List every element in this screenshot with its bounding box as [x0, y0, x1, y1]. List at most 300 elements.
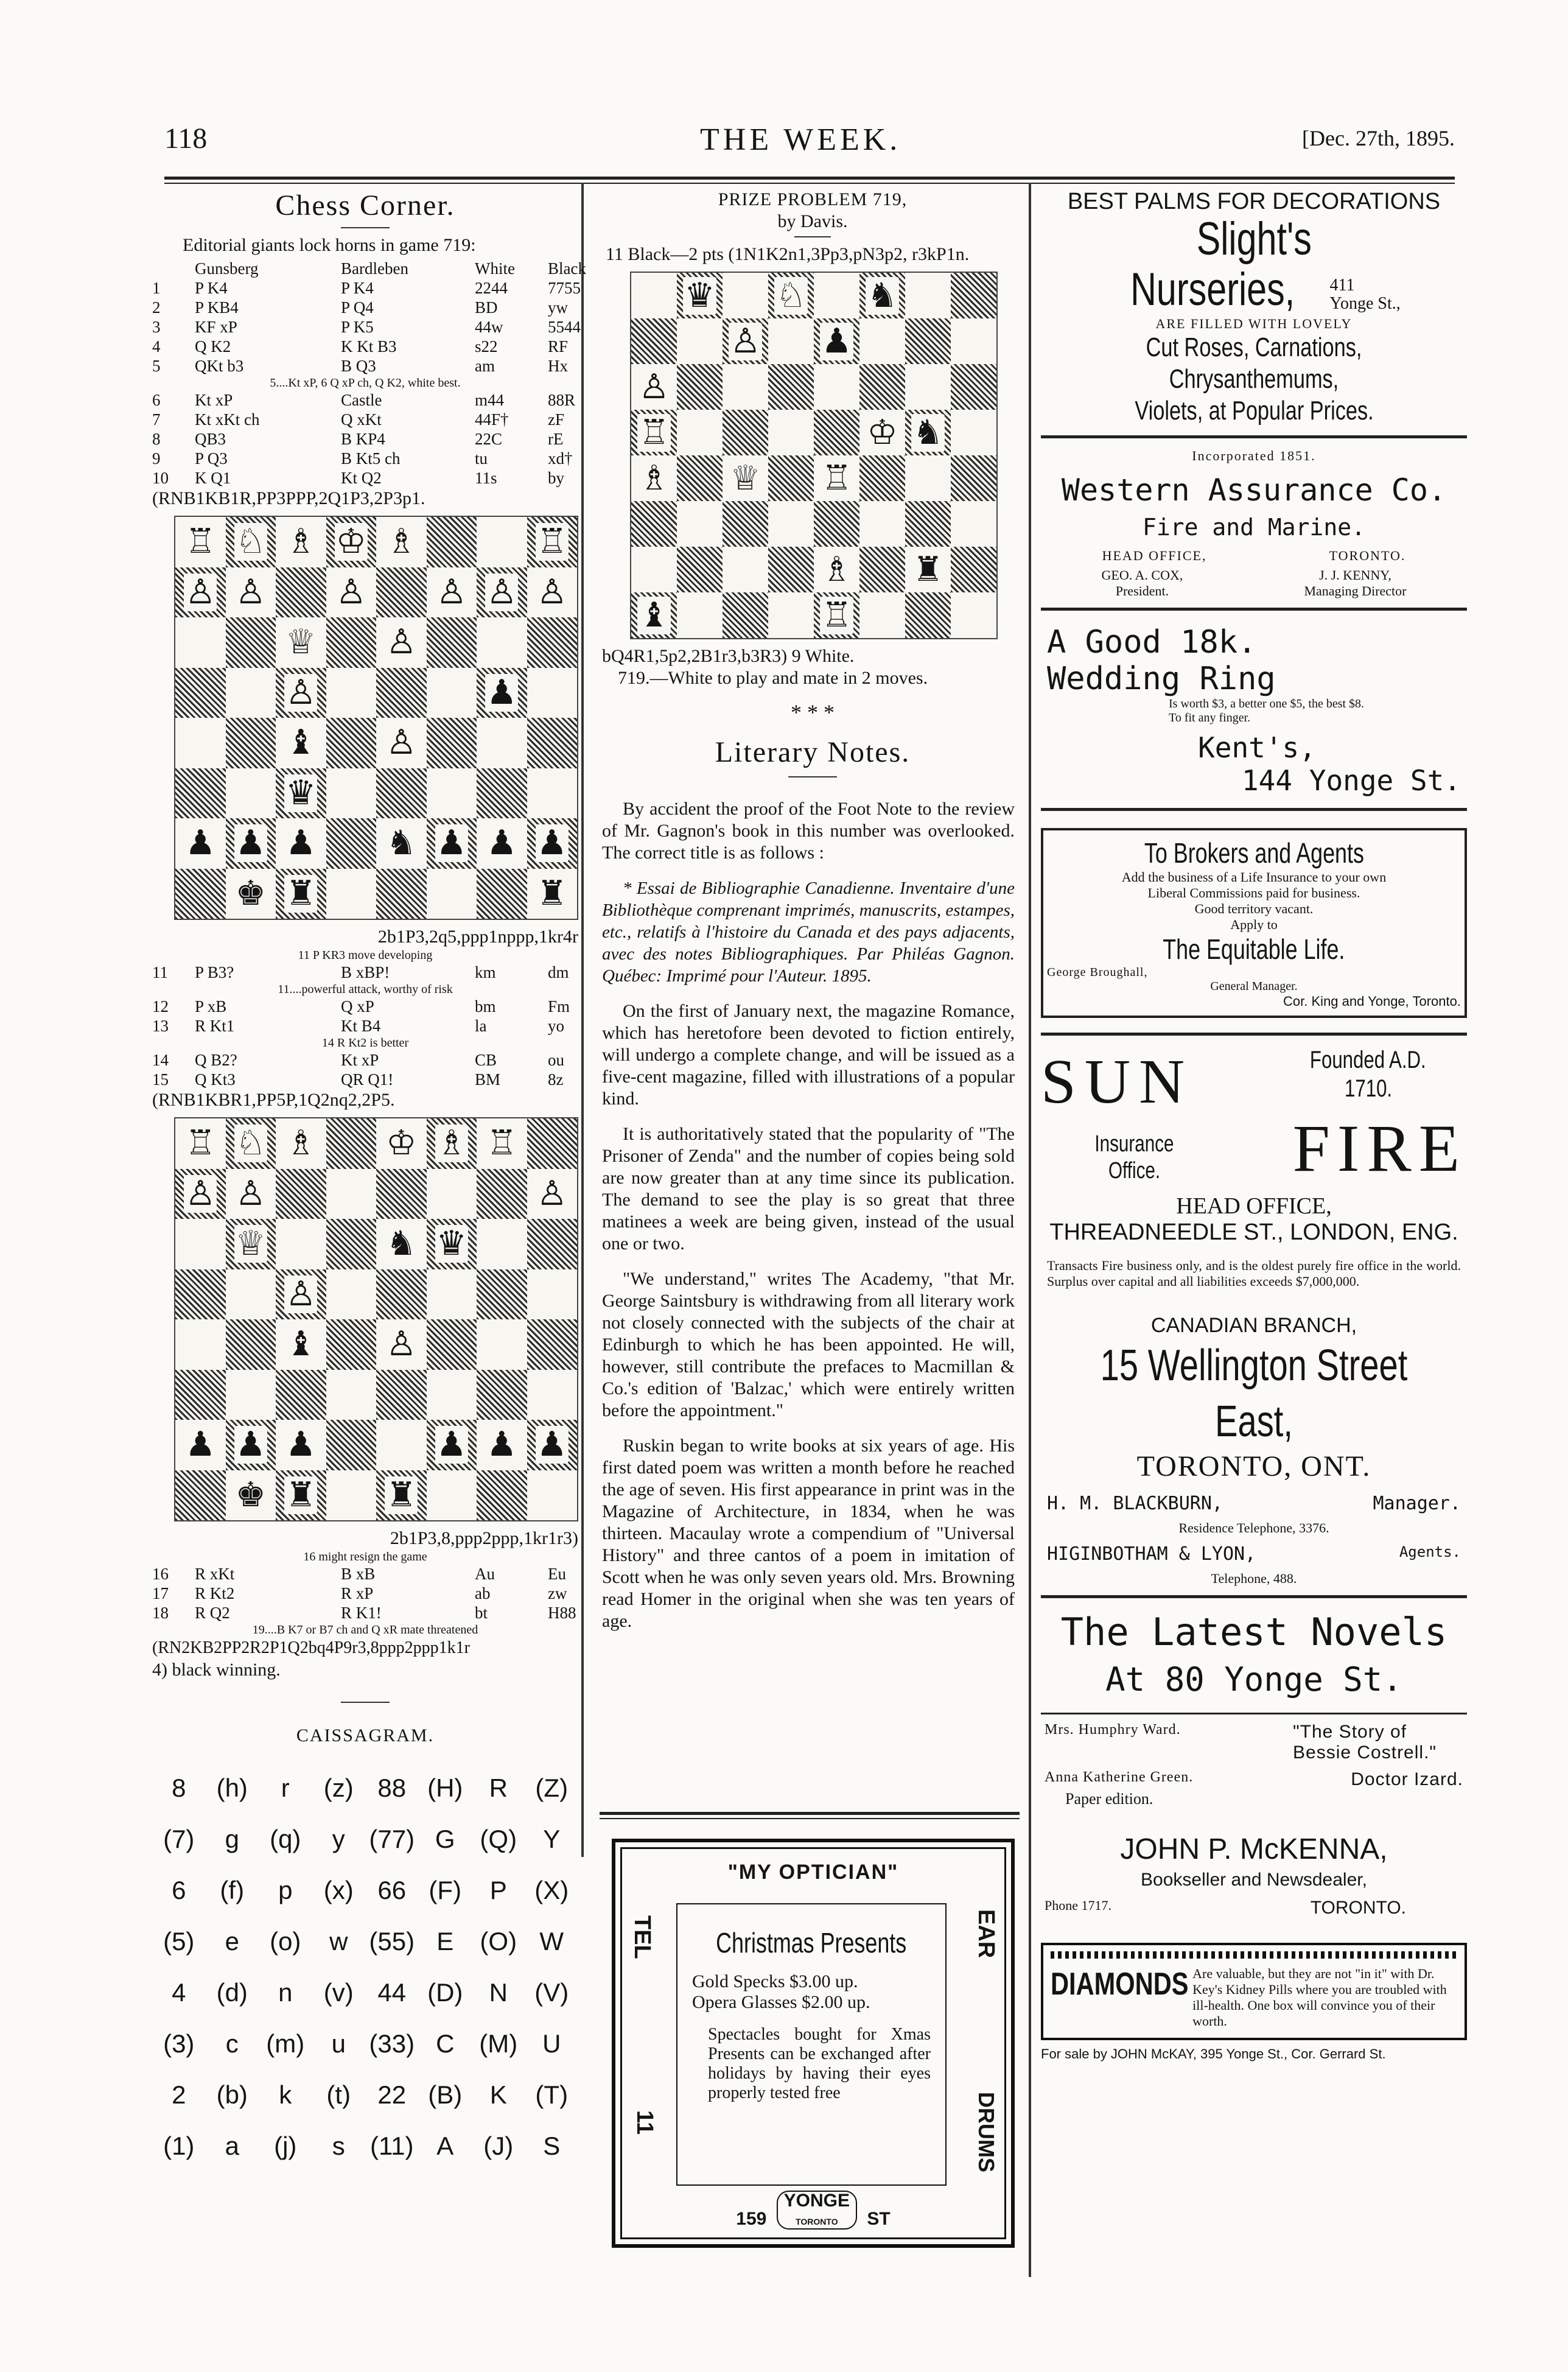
board-square: [814, 547, 859, 592]
board-square: [427, 1269, 477, 1320]
novels-phone: Phone 1717.: [1045, 1898, 1111, 1913]
middle-rule-thin: [600, 1818, 1020, 1819]
brokers-l7: George Broughall,: [1047, 966, 1148, 979]
black-move: K Kt B3: [341, 337, 397, 356]
board-square: [814, 273, 859, 318]
palms-nurseries: [1041, 264, 1467, 316]
sun-top: [1041, 1045, 1467, 1185]
board-square: [175, 1269, 226, 1320]
literary-para: By accident the proof of the Foot Note to the review of Mr. Gagnon's book in this number was overlooked. The correct title is as follows :: [602, 799, 1015, 863]
black-move: P Q4: [341, 298, 374, 317]
move-note: 11....powerful attack, worthy of risk: [278, 983, 453, 996]
addr-street: YONGE: [783, 2191, 850, 2211]
moves-block-3b: [152, 997, 578, 1036]
moves-block-2: [152, 390, 578, 488]
problem-board: [630, 272, 998, 639]
white-bishop-icon: ♗: [386, 522, 417, 562]
move-note: 14 R Kt2 is better: [321, 1036, 409, 1050]
white-rook-icon: ♖: [185, 1123, 216, 1163]
black-code: 88R: [548, 391, 576, 409]
black-move: R xP: [341, 1584, 374, 1602]
black-king-icon: ♚: [235, 1475, 266, 1515]
board-square: [226, 818, 276, 869]
black-code: H88: [548, 1604, 576, 1622]
board-square: [814, 364, 859, 410]
caissagram-cell: 44: [377, 1978, 407, 2007]
black-move: Q xP: [341, 997, 374, 1016]
black-pawn-icon: ♟: [536, 1425, 567, 1465]
player-white: Gunsberg: [195, 259, 259, 278]
white-code: CB: [475, 1051, 497, 1069]
sun-tel: Telephone, 488.: [1211, 1571, 1297, 1586]
caissagram-row: [152, 1865, 578, 1916]
move-row: [152, 1070, 578, 1089]
white-move: P KB4: [195, 298, 239, 317]
short-rule: [788, 776, 837, 777]
white-code: 22C: [475, 430, 503, 448]
chess-heading: Chess Corner.: [275, 189, 455, 222]
board-square: [326, 1269, 377, 1320]
literary-citation: * Essai de Bibliographie Canadienne. Inventaire d'une Bibliothèque comprenant imprimés, manuscrits, estampes, etc., relatifs à l'histoire du Canada et des pays adjacents, avec des notes Bibliographiques. Par Philéas Gagnon. Québec: Imprimé pour l'Auteur. 1895.: [602, 879, 1015, 986]
diamonds-sale: For sale by JOHN McKAY, 395 Yonge St., Cor. Gerrard St.: [1041, 2046, 1386, 2061]
white-move: P K4: [195, 279, 228, 297]
board-square: [226, 1319, 276, 1370]
novels-city: TORONTO.: [1310, 1898, 1406, 1918]
caissagram-cell: (7): [163, 1825, 195, 1853]
board-square: [631, 455, 677, 501]
ring-ad: [1041, 611, 1467, 811]
board-square: [376, 1118, 427, 1169]
black-bishop-icon: ♝: [639, 595, 670, 635]
black-code: Hx: [548, 357, 568, 375]
board-square: [226, 617, 276, 668]
black-pawn-icon: ♟: [285, 823, 317, 863]
white-bishop-icon: ♗: [285, 522, 317, 562]
caissagram-cell: e: [225, 1927, 239, 1956]
board-square: [326, 517, 377, 567]
move-number: 12: [152, 997, 169, 1016]
ear-label: EAR: [973, 1909, 999, 1959]
caissagram-cell: S: [543, 2132, 561, 2160]
move-number: 11: [152, 963, 168, 981]
caissagram-cell: (5): [163, 1927, 195, 1956]
board-square: [527, 617, 578, 668]
caissagram-cell: (33): [369, 2029, 415, 2058]
black-knight-icon: ♞: [386, 823, 417, 863]
board-square: [527, 1219, 578, 1269]
board-square: [768, 455, 814, 501]
officer-title: President.: [1115, 583, 1169, 598]
white-move: Kt xP: [195, 391, 233, 409]
black-move: B Kt5 ch: [341, 449, 401, 468]
fen-line: 2b1P3,2q5,ppp1nppp,1kr4r: [377, 927, 578, 947]
move-row: [152, 963, 578, 982]
board-square: [631, 273, 677, 318]
board-square: [427, 818, 477, 869]
board-square: [376, 718, 427, 768]
board-square: [276, 1319, 326, 1370]
sun-res: Residence Telephone, 3376.: [1178, 1520, 1329, 1535]
caissagram-cell: (d): [216, 1978, 248, 2007]
black-move: B Q3: [341, 357, 376, 375]
white-move: P B3?: [195, 963, 234, 981]
sun-year: 1710.: [1344, 1075, 1392, 1102]
palms-street: Yonge St.,: [1329, 293, 1401, 313]
literary-para: "We understand," writes The Academy, "that Mr. George Saintsbury is withdrawing from all literary work not closely connected with the subjects of the chair at Edinburgh to which he has been appointed. He will, however, still contribute the prefaces to Macmillan & Co.'s edition of 'Balzac,' which were entirely written before the appointment.": [602, 1269, 1015, 1420]
board-square: [723, 592, 768, 638]
black-code: Eu: [548, 1565, 566, 1583]
black-move: Q xKt: [341, 410, 382, 429]
issue-date: [Dec. 27th, 1895.: [1302, 126, 1455, 150]
black-code: rE: [548, 430, 564, 448]
board-square: [376, 1219, 427, 1269]
board-square: [427, 517, 477, 567]
officer-name: J. J. KENNY,: [1319, 567, 1391, 583]
white-rook-icon: ♖: [536, 522, 567, 562]
board-square: [175, 567, 226, 618]
black-rook-icon: ♜: [285, 1475, 317, 1515]
caissagram-cell: (3): [163, 2029, 195, 2058]
board-square: [477, 1169, 527, 1219]
sun-founded: [1293, 1045, 1443, 1103]
board-square: [768, 410, 814, 455]
board-square: [175, 1420, 226, 1470]
white-queen-icon: ♕: [285, 622, 317, 662]
caissagram-cell: c: [225, 2029, 239, 2058]
caissagram-cell: (z): [323, 1774, 354, 1802]
short-rule: [341, 1702, 390, 1703]
move-number: 17: [152, 1584, 169, 1602]
white-rook-icon: ♖: [821, 458, 852, 498]
caissagram-cell: (x): [323, 1876, 354, 1904]
move-row: [152, 429, 578, 449]
sun-branch: CANADIAN BRANCH,: [1150, 1314, 1357, 1337]
move-row: [152, 449, 578, 468]
black-pawn-icon: ♟: [486, 1425, 517, 1465]
caissagram-cell: (D): [427, 1978, 463, 2007]
novels-row: [1041, 1722, 1467, 1763]
caissagram-grid: [152, 1763, 578, 2172]
move-number: 9: [152, 449, 161, 468]
board-square: [376, 517, 427, 567]
section-stars: * * *: [791, 700, 835, 725]
white-pawn-icon: ♙: [235, 572, 266, 612]
board-square: [527, 818, 578, 869]
board-square: [175, 1470, 226, 1521]
board-square: [905, 410, 951, 455]
move-number: 10: [152, 469, 169, 487]
diamonds-text: Are valuable, but they are not "in it" with Dr. Key's Kidney Pills where you are troubled with ill-health. One box will convince you of their worth.: [1192, 1966, 1447, 2029]
officer-title: Managing Director: [1304, 583, 1407, 598]
caissagram-cell: g: [225, 1825, 239, 1853]
board-square: [276, 668, 326, 718]
white-rook-icon: ♖: [185, 522, 216, 562]
board-square: [427, 1319, 477, 1370]
white-move: Q B2?: [195, 1051, 237, 1069]
move-note: 16 might resign the game: [303, 1550, 427, 1563]
sun-agents-title: Agents.: [1399, 1543, 1461, 1560]
short-rule: [341, 227, 390, 228]
caissagram-cell: (H): [427, 1774, 463, 1802]
board-square: [859, 501, 905, 547]
board-square: [631, 592, 677, 638]
white-code: tu: [475, 449, 488, 468]
black-pawn-icon: ♟: [235, 1425, 266, 1465]
masthead-title: THE WEEK.: [700, 122, 901, 157]
black-queen-icon: ♛: [285, 773, 317, 813]
white-code: 44w: [475, 318, 503, 336]
black-bishop-icon: ♝: [285, 723, 317, 763]
move-number: 18: [152, 1604, 169, 1622]
board-square: [905, 547, 951, 592]
white-move: Q Kt3: [195, 1070, 236, 1089]
moves-block-1: [152, 278, 581, 376]
sun-founded-text: Founded A.D.: [1310, 1047, 1427, 1073]
board-square: [768, 501, 814, 547]
novels-row: [1041, 1763, 1467, 1790]
board-square: [477, 567, 527, 618]
caissagram-cell: (11): [369, 2132, 414, 2160]
white-pawn-icon: ♙: [536, 1173, 567, 1213]
white-pawn-icon: ♙: [486, 572, 517, 612]
move-row: [152, 1584, 578, 1603]
board-square: [376, 818, 427, 869]
board-square: [326, 1169, 377, 1219]
white-bishop-icon: ♗: [821, 549, 852, 589]
literary-para: On the first of January next, the magazine Romance, which has heretofore been devoted to fiction entirely, will undergo a complete change, and will be issued as a five-cent magazine, filled with illustrations of a popular kind.: [602, 1001, 1015, 1109]
white-pawn-icon: ♙: [436, 572, 467, 612]
palms-l5-text: Cut Roses, Carnations, Chrysanthemums,: [1146, 332, 1362, 394]
white-code: la: [475, 1017, 487, 1035]
caissagram-cell: E: [436, 1927, 454, 1956]
optician-address: [615, 2191, 1011, 2230]
fen-line: (RN2KB2PP2R2P1Q2bq4P9r3,8ppp2ppp1k1r: [152, 1638, 470, 1657]
white-knight-icon: ♘: [775, 275, 807, 315]
black-code: yo: [548, 1017, 564, 1035]
move-number: 14: [152, 1051, 169, 1069]
board-square: [477, 768, 527, 819]
black-rook-icon: ♜: [386, 1475, 417, 1515]
white-knight-icon: ♘: [235, 1123, 266, 1163]
black-code: dm: [548, 963, 569, 981]
board-square: [768, 547, 814, 592]
board-square: [427, 1169, 477, 1219]
palms-address: [1330, 276, 1401, 313]
caissagram-cell: (h): [216, 1774, 248, 1802]
header-rule-thin: [164, 183, 1455, 184]
addr-sub: TORONTO: [796, 2217, 838, 2226]
board-square: [326, 617, 377, 668]
caissagram-cell: W: [539, 1927, 564, 1956]
caissagram-cell: r: [281, 1774, 290, 1802]
board-square: [768, 364, 814, 410]
board-square: [427, 1370, 477, 1420]
move-col-heads: [152, 256, 586, 278]
white-pawn-icon: ♙: [185, 1173, 216, 1213]
ring-l5: Kent's,: [1198, 731, 1316, 764]
white-pawn-icon: ♙: [386, 723, 417, 763]
black-bishop-icon: ♝: [285, 1324, 317, 1364]
board-square: [814, 410, 859, 455]
black-move: Castle: [341, 391, 382, 409]
moves-block-4: [152, 1564, 578, 1623]
board-square: [226, 517, 276, 567]
western-sub: Fire and Marine.: [1142, 514, 1366, 541]
black-pawn-icon: ♟: [285, 1425, 317, 1465]
board-square: [814, 318, 859, 364]
board-square: [427, 869, 477, 919]
tel-number: 11: [632, 2110, 657, 2135]
novels-rule: [1041, 1713, 1467, 1714]
board-square: [527, 1269, 578, 1320]
board-square: [723, 547, 768, 592]
caissagram-cell: U: [542, 2029, 561, 2058]
board-square: [226, 567, 276, 618]
white-move: Q K2: [195, 337, 231, 356]
diamonds-border: [1051, 1951, 1457, 1959]
optician-body: Spectacles bought for Xmas Presents can be exchanged after holidays by having their eyes properly tested free: [708, 2025, 931, 2102]
black-knight-icon: ♞: [867, 275, 898, 315]
board-square: [527, 567, 578, 618]
board-square: [175, 517, 226, 567]
board-square: [631, 364, 677, 410]
board-square: [326, 1420, 377, 1470]
board-square: [677, 410, 723, 455]
caissagram-cell: (Z): [535, 1774, 569, 1802]
novels-pe: Paper edition.: [1065, 1790, 1153, 1808]
board-square: [276, 1169, 326, 1219]
board-square: [477, 1219, 527, 1269]
caissagram-cell: (o): [270, 1927, 301, 1956]
board-square: [951, 364, 996, 410]
board-square: [326, 718, 377, 768]
black-code: xd†: [548, 449, 573, 468]
board-square: [376, 567, 427, 618]
board-square: [951, 318, 996, 364]
sun-word: SUN: [1041, 1047, 1194, 1117]
sun-manager: [1041, 1493, 1467, 1514]
board-square: [376, 1169, 427, 1219]
brokers-l5: Apply to: [1230, 917, 1278, 932]
white-move: QB3: [195, 430, 226, 448]
move-number: 7: [152, 410, 161, 429]
board-square: [326, 1219, 377, 1269]
board-square: [677, 318, 723, 364]
board-square: [276, 1420, 326, 1470]
caissagram-cell: (q): [270, 1825, 301, 1853]
caissagram-row: [152, 2121, 578, 2172]
board-square: [768, 592, 814, 638]
caissagram-cell: Y: [543, 1825, 561, 1853]
novels-trade: Bookseller and Newsdealer,: [1141, 1870, 1367, 1890]
black-pawn-icon: ♟: [436, 823, 467, 863]
white-code: 11s: [475, 469, 497, 487]
board-square: [427, 1470, 477, 1521]
sun-insurance: [1083, 1131, 1185, 1184]
black-knight-icon: ♞: [912, 412, 943, 452]
white-queen-icon: ♕: [235, 1224, 266, 1264]
middle-column: [593, 189, 1032, 1646]
caissagram-cell: (77): [369, 1825, 415, 1853]
board-square: [326, 668, 377, 718]
addr-number: 159: [736, 2209, 767, 2229]
sun-agents: [1041, 1543, 1467, 1565]
board-square: [527, 668, 578, 718]
board-square: [175, 718, 226, 768]
optician-ad: [612, 1839, 1015, 2248]
caissagram-cell: (m): [266, 2029, 305, 2058]
board-square: [326, 1319, 377, 1370]
brokers-l3: Liberal Commissions paid for business.: [1147, 885, 1360, 900]
board-square: [905, 364, 951, 410]
white-code: km: [475, 963, 496, 981]
board-square: [276, 1370, 326, 1420]
ring-l6: 144 Yonge St.: [1241, 764, 1461, 797]
board-square: [477, 1470, 527, 1521]
middle-rule: [600, 1812, 1020, 1815]
caissagram-row: [152, 1814, 578, 1865]
caissagram-cell: (55): [369, 1927, 415, 1956]
problem-author: by Davis.: [777, 211, 848, 231]
black-king-icon: ♚: [235, 873, 266, 913]
novels-phone-row: [1041, 1890, 1467, 1918]
board-square: [326, 768, 377, 819]
board-square: [859, 547, 905, 592]
board-square: [677, 364, 723, 410]
board-square: [723, 273, 768, 318]
caissagram-cell: A: [436, 2132, 454, 2160]
chess-column: [152, 189, 586, 2172]
ring-l3: Is worth $3, a better one $5, the best $8.: [1169, 697, 1365, 711]
board-square: [276, 869, 326, 919]
white-move: R Kt2: [195, 1584, 235, 1602]
problem-caption: 719.—White to play and mate in 2 moves.: [618, 668, 928, 688]
black-move: B xBP!: [341, 963, 390, 981]
board-square: [859, 318, 905, 364]
caissagram-cell: (v): [323, 1978, 354, 2007]
board-square: [226, 1470, 276, 1521]
white-move: QKt b3: [195, 357, 244, 375]
move-number: 6: [152, 391, 161, 409]
board-square: [859, 273, 905, 318]
board-square: [905, 501, 951, 547]
board-square: [859, 364, 905, 410]
black-pawn-icon: ♟: [486, 672, 517, 712]
move-number: 4: [152, 337, 161, 356]
white-move: P xB: [195, 997, 227, 1016]
caissagram-cell: 4: [172, 1978, 186, 2007]
fen-line: (RNB1KB1R,PP3PPP,2Q1P3,2P3p1.: [152, 488, 425, 508]
board-square: [951, 455, 996, 501]
white-pawn-icon: ♙: [285, 1274, 317, 1314]
board-square: [427, 567, 477, 618]
white-queen-icon: ♕: [730, 458, 761, 498]
western-officer: [1102, 567, 1183, 599]
board-square: [723, 364, 768, 410]
board-square: [477, 1118, 527, 1169]
move-row: [152, 1603, 578, 1623]
black-code: Fm: [548, 997, 570, 1016]
board-square: [859, 455, 905, 501]
board-square: [427, 1420, 477, 1470]
caissagram-cell: 22: [377, 2080, 407, 2109]
board-square: [631, 501, 677, 547]
board-square: [376, 1420, 427, 1470]
brokers-l4: Good territory vacant.: [1194, 901, 1314, 916]
board-square: [326, 1470, 377, 1521]
sun-addr: THREADNEEDLE ST., LONDON, ENG.: [1049, 1219, 1458, 1245]
caissagram-row: [152, 2018, 578, 2069]
